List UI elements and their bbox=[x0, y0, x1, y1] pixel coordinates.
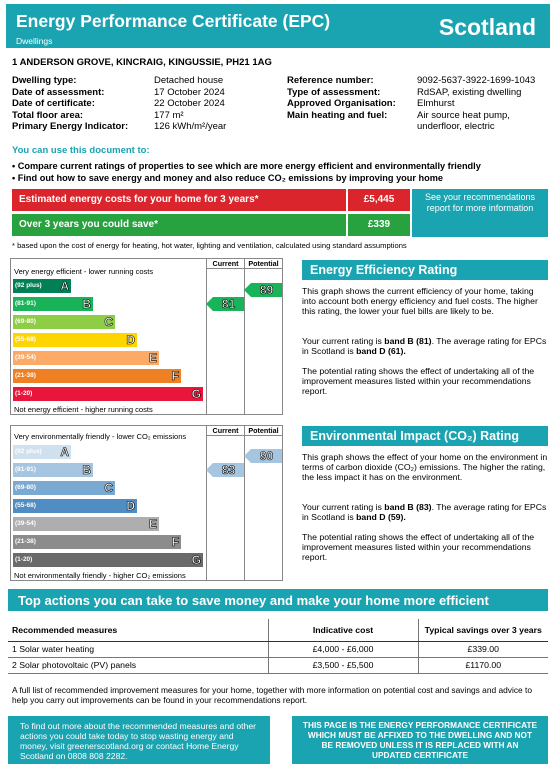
eir-panel-p2: Your current rating is band B (83). The average rating for EPCs in Scotland is band D (59). bbox=[302, 502, 547, 522]
detail-row: Reference number: bbox=[287, 75, 374, 86]
eer-panel-p3: The potential rating shows the effect of undertaking all of the improvement measures listed within your recommendations report. bbox=[302, 366, 535, 396]
chart-top-label: Very environmentally friendly - lower CO₂ emissions bbox=[14, 432, 187, 441]
band-letter: C bbox=[104, 315, 113, 329]
full-list-text: A full list of recommended improvement measures for your home, together with more information on potential cost and savings and advice to help you carry out improvements can be found in your recommendations report. bbox=[12, 685, 532, 705]
band-range: (69-80) bbox=[15, 484, 36, 491]
band-letter: E bbox=[148, 517, 157, 531]
band-letter: D bbox=[126, 333, 135, 347]
band-letter: A bbox=[60, 445, 69, 459]
table-row bbox=[8, 641, 548, 657]
potential-column-header: Potential bbox=[244, 259, 282, 269]
band-range: (39-54) bbox=[15, 354, 36, 361]
band-letter: F bbox=[171, 369, 179, 383]
header-savings: Typical savings over 3 years bbox=[418, 619, 548, 641]
band-range: (92 plus) bbox=[15, 448, 42, 455]
band-letter: A bbox=[60, 279, 69, 293]
detail-row: Dwelling type: bbox=[12, 75, 77, 86]
chart-bottom-label: Not environmentally friendly - higher CO₂ emissions bbox=[14, 571, 186, 580]
potential-rating-arrow: 89 bbox=[251, 283, 282, 297]
use-bullet: • Compare current ratings of properties to see which are more energy efficient and environmentally friendly bbox=[12, 161, 481, 171]
energy-cost-value: £5,445 bbox=[348, 189, 410, 211]
epc-header bbox=[6, 4, 550, 48]
affix-notice-box: THIS PAGE IS THE ENERGY PERFORMANCE CERTIFICATE WHICH MUST BE AFFIXED TO THE DWELLING AND NOT BE REMOVED UNLESS IT IS REPLACED WITH AN UPDATED CERTIFICATE bbox=[292, 716, 548, 764]
energy-efficiency-chart bbox=[10, 258, 283, 415]
band-range: (55-68) bbox=[15, 336, 36, 343]
detail-value: Elmhurst bbox=[417, 98, 455, 109]
detail-value: 126 kWh/m²/year bbox=[154, 121, 227, 132]
rating-band-a bbox=[13, 279, 71, 293]
rating-band-b bbox=[13, 297, 93, 311]
detail-value: 177 m² bbox=[154, 109, 184, 121]
left-values bbox=[154, 75, 226, 133]
detail-value: 22 October 2024 bbox=[154, 98, 225, 109]
chart-bottom-label: Not energy efficient - higher running costs bbox=[14, 405, 153, 414]
detail-value: RdSAP, existing dwelling bbox=[417, 86, 522, 98]
potential-column-header: Potential bbox=[244, 426, 282, 436]
rating-band-e bbox=[13, 351, 159, 365]
band-range: (81-91) bbox=[15, 300, 36, 307]
current-column-header: Current bbox=[206, 259, 244, 269]
energy-cost-label: Estimated energy costs for your home for 3 years* bbox=[12, 189, 346, 211]
rating-band-g bbox=[13, 553, 203, 567]
detail-value: Air source heat pump, bbox=[417, 109, 510, 121]
rating-band-a bbox=[13, 445, 71, 459]
rating-band-c bbox=[13, 315, 115, 329]
band-letter: F bbox=[171, 535, 179, 549]
eer-panel-p1: This graph shows the current efficiency of your home, taking into account both energy efficiency and fuel costs. The higher this rating, the lower your fuel bills are likely to be. bbox=[302, 286, 538, 316]
eer-panel-p2: Your current rating is band B (81). The average rating for EPCs in Scotland is band D (61). bbox=[302, 336, 547, 356]
rating-band-g bbox=[13, 387, 203, 401]
band-range: (92 plus) bbox=[15, 282, 42, 289]
current-column-header: Current bbox=[206, 426, 244, 436]
band-range: (69-80) bbox=[15, 318, 36, 325]
measure-savings: £1170.00 bbox=[418, 657, 548, 673]
detail-value: 17 October 2024 bbox=[154, 86, 225, 98]
eir-panel-title: Environmental Impact (CO₂) Rating bbox=[302, 426, 548, 446]
use-bullet: • Find out how to save energy and money and also reduce CO₂ emissions by improving your home bbox=[12, 173, 444, 183]
eir-panel-p1: This graph shows the effect of your home on the environment in terms of carbon dioxide (CO₂) emissions. The higher the rating, the less impact it has on the environment. bbox=[302, 452, 548, 482]
band-range: (1-20) bbox=[15, 556, 33, 563]
detail-row: Approved Organisation: bbox=[287, 98, 396, 109]
band-letter: C bbox=[104, 481, 113, 495]
rating-band-b bbox=[13, 463, 93, 477]
detail-value: Detached house bbox=[154, 75, 224, 86]
measure-name: 1 Solar water heating bbox=[8, 641, 268, 657]
use-document-title: You can use this document to: bbox=[12, 145, 150, 156]
rating-band-c bbox=[13, 481, 115, 495]
measure-cost: £4,000 - £6,000 bbox=[268, 641, 418, 657]
potential-rating-arrow: 90 bbox=[251, 449, 282, 463]
eir-panel-p3: The potential rating shows the effect of undertaking all of the improvement measures listed within your recommendations report. bbox=[302, 532, 535, 562]
right-values bbox=[417, 75, 535, 133]
band-letter: E bbox=[148, 351, 157, 365]
find-out-more-box: To find out more about the recommended measures and other actions you could take today to stop wasting energy and money, visit greenerscotland.org or contact Home Energy Scotland on 0808 808 2282. bbox=[8, 716, 270, 764]
table-row bbox=[8, 657, 548, 673]
environmental-impact-chart bbox=[10, 425, 283, 581]
measure-name: 2 Solar photovoltaic (PV) panels bbox=[8, 657, 268, 673]
measures-table bbox=[8, 619, 548, 674]
detail-row: Total floor area: bbox=[12, 109, 84, 121]
table-header-row bbox=[8, 619, 548, 641]
current-rating-arrow: 83 bbox=[213, 463, 244, 477]
detail-row: Type of assessment: bbox=[287, 86, 381, 98]
savings-value: £339 bbox=[348, 214, 410, 236]
left-details bbox=[12, 75, 128, 133]
header-cost: Indicative cost bbox=[268, 619, 418, 641]
property-address: 1 ANDERSON GROVE, KINCRAIG, KINGUSSIE, PH21 1AG bbox=[12, 57, 272, 68]
cost-footnote: * based upon the cost of energy for heating, hot water, lighting and ventilation, calculated using standard assumptions bbox=[12, 241, 407, 250]
rating-band-d bbox=[13, 499, 137, 513]
band-range: (21-38) bbox=[15, 372, 36, 379]
region-label: Scotland bbox=[438, 14, 536, 40]
measure-cost: £3,500 - £5,500 bbox=[268, 657, 418, 673]
band-range: (39-54) bbox=[15, 520, 36, 527]
band-letter: B bbox=[82, 297, 91, 311]
chart-top-label: Very energy efficient - lower running costs bbox=[14, 267, 154, 276]
band-letter: B bbox=[82, 463, 91, 477]
see-recommendations-box: See your recommendations report for more information bbox=[412, 189, 548, 237]
band-range: (21-38) bbox=[15, 538, 36, 545]
measure-savings: £339.00 bbox=[418, 641, 548, 657]
detail-row: Date of certificate: bbox=[12, 98, 95, 109]
right-details bbox=[287, 75, 396, 121]
page-title: Energy Performance Certificate (EPC) bbox=[16, 11, 331, 31]
band-range: (81-91) bbox=[15, 466, 36, 473]
band-letter: G bbox=[191, 553, 201, 567]
band-range: (1-20) bbox=[15, 390, 33, 397]
header-measures: Recommended measures bbox=[8, 619, 268, 641]
detail-value: 9092-5637-3922-1699-1043 bbox=[417, 75, 536, 86]
rating-band-f bbox=[13, 535, 181, 549]
band-range: (55-68) bbox=[15, 502, 36, 509]
detail-row: Main heating and fuel: bbox=[287, 109, 388, 121]
savings-row bbox=[12, 214, 410, 236]
actions-title: Top actions you can take to save money and make your home more efficient bbox=[8, 589, 548, 611]
band-letter: D bbox=[126, 499, 135, 513]
savings-label: Over 3 years you could save* bbox=[12, 214, 346, 236]
band-letter: G bbox=[191, 387, 201, 401]
detail-row: Primary Energy Indicator: bbox=[12, 121, 129, 132]
energy-cost-row bbox=[12, 189, 410, 211]
detail-value: underfloor, electric bbox=[417, 121, 495, 132]
eer-panel-title: Energy Efficiency Rating bbox=[302, 260, 548, 280]
rating-band-e bbox=[13, 517, 159, 531]
rating-band-d bbox=[13, 333, 137, 347]
current-rating-arrow: 81 bbox=[213, 297, 244, 311]
page-subtitle: Dwellings bbox=[16, 36, 53, 46]
rating-band-f bbox=[13, 369, 181, 383]
detail-row: Date of assessment: bbox=[12, 86, 105, 98]
